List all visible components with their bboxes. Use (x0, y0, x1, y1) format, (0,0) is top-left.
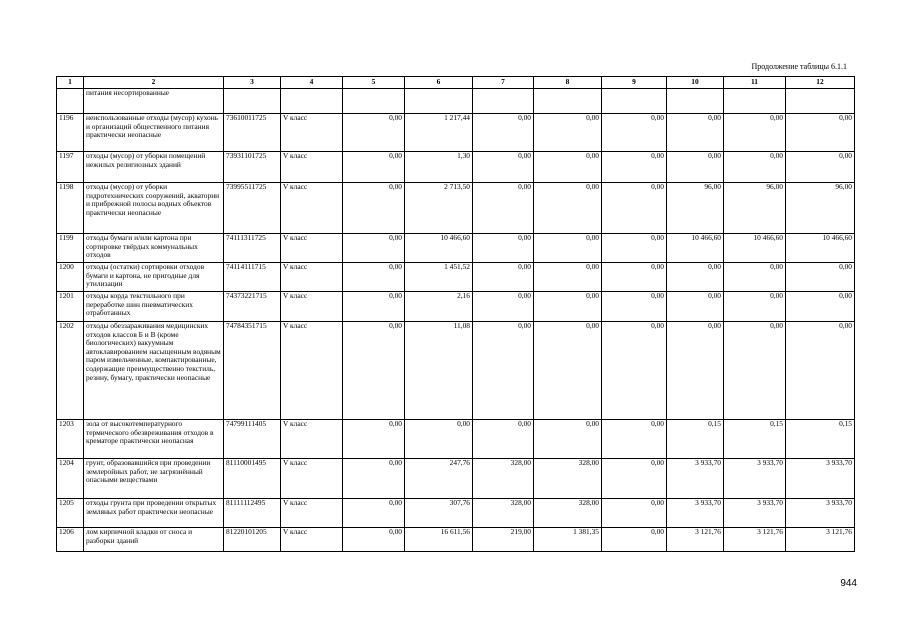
table-cell-col6: 307,76 (405, 499, 473, 528)
table-cell-col10: 0,00 (667, 292, 724, 322)
table-cell-col3: 74799111405 (224, 420, 281, 459)
table-cell-col6: 1,30 (405, 152, 473, 183)
table-cell-col9: 0,00 (602, 322, 667, 420)
table-cell-col2: неиспользованные отходы (мусор) кухонь и организаций общественного питания практически неопасные (84, 114, 224, 152)
table-cell-col4: V класс (281, 292, 343, 322)
table-cell-col11: 10 466,60 (724, 234, 786, 263)
table-cell-col6: 2,16 (405, 292, 473, 322)
table-cell-col2: зола от высокотемпературного термического обезвреживания отходов в крематоре практически неопасная (84, 420, 224, 459)
table-cell-col10: 3 121,76 (667, 528, 724, 552)
table-cell-col11: 0,15 (724, 420, 786, 459)
table-cell-col11: 3 121,76 (724, 528, 786, 552)
table-cell-col4: V класс (281, 322, 343, 420)
table-cell-col5: 0,00 (343, 459, 405, 499)
table-cell-col9: 0,00 (602, 152, 667, 183)
table-row (57, 322, 855, 420)
table-cell-col8: 0,00 (534, 114, 602, 152)
table-cell-col4: V класс (281, 499, 343, 528)
table-cell-col9: 0,00 (602, 459, 667, 499)
table-cell-col3: 73995511725 (224, 183, 281, 234)
table-cell-col12: 0,00 (786, 263, 855, 292)
table-cell-col2: отходы (остатки) сортировки отходов бумаги и картона, не пригодные для утилизации (84, 263, 224, 292)
table-cell-col2: отходы (мусор) от уборки гидротехнических сооружений, акватории и прибрежной полосы водных объектов практически неопасные (84, 183, 224, 234)
table-cell-col11: 0,00 (724, 292, 786, 322)
table-cell-col11: 96,00 (724, 183, 786, 234)
table-cell-col1: 1202 (57, 322, 84, 420)
column-header-5: 5 (343, 77, 405, 89)
table-cell-col3: 74114111715 (224, 263, 281, 292)
table-cell-col3: 74784351715 (224, 322, 281, 420)
table-cell-col1: 1205 (57, 499, 84, 528)
table-cell-col4: V класс (281, 234, 343, 263)
table-cell-col11 (724, 89, 786, 114)
table-cell-col7: 0,00 (473, 420, 534, 459)
table-cell-col8: 0,00 (534, 322, 602, 420)
table-cell-col7 (473, 89, 534, 114)
table-cell-col7: 0,00 (473, 322, 534, 420)
table-cell-col1: 1196 (57, 114, 84, 152)
column-header-9: 9 (602, 77, 667, 89)
table-cell-col9: 0,00 (602, 234, 667, 263)
table-cell-col3: 73610011725 (224, 114, 281, 152)
table-cell-col6: 2 713,50 (405, 183, 473, 234)
table-cell-col1: 1200 (57, 263, 84, 292)
table-cell-col8: 0,00 (534, 263, 602, 292)
table-cell-col12: 10 466,60 (786, 234, 855, 263)
table-cell-col12: 3 121,76 (786, 528, 855, 552)
table-cell-col12: 3 933,70 (786, 459, 855, 499)
table-cell-col10: 3 933,70 (667, 499, 724, 528)
table-cell-col8: 0,00 (534, 292, 602, 322)
table-row (57, 420, 855, 459)
table-cell-col9 (602, 89, 667, 114)
table-cell-col4: V класс (281, 420, 343, 459)
table-row (57, 89, 855, 114)
table-cell-col5: 0,00 (343, 263, 405, 292)
table-cell-col11: 0,00 (724, 322, 786, 420)
table-row (57, 292, 855, 322)
table-cell-col3: 74373221715 (224, 292, 281, 322)
column-header-1: 1 (57, 77, 84, 89)
table-cell-col1: 1206 (57, 528, 84, 552)
table-cell-col2: отходы грунта при проведении открытых земляных работ практически неопасные (84, 499, 224, 528)
table-cell-col4 (281, 89, 343, 114)
column-header-3: 3 (224, 77, 281, 89)
table-cell-col8: 0,00 (534, 152, 602, 183)
column-header-7: 7 (473, 77, 534, 89)
table-cell-col12: 0,00 (786, 292, 855, 322)
table-cell-col3: 81111112495 (224, 499, 281, 528)
table-cell-col10 (667, 89, 724, 114)
table-cell-col10: 0,00 (667, 114, 724, 152)
table-cell-col7: 0,00 (473, 152, 534, 183)
table-cell-col1 (57, 89, 84, 114)
table-cell-col2: отходы обеззараживания медицинских отходов классов Б и В (кроме биологических) вакуумным автоклавированием насыщенным водяным паром измельченные, компактированные, содержащие преимущественно текстиль, резину, бумагу, практически неопасные (84, 322, 224, 420)
table-cell-col11: 3 933,70 (724, 459, 786, 499)
table-cell-col4: V класс (281, 528, 343, 552)
table-cell-col10: 3 933,70 (667, 459, 724, 499)
table-cell-col6 (405, 89, 473, 114)
table-cell-col11: 0,00 (724, 152, 786, 183)
table-cell-col8: 328,00 (534, 499, 602, 528)
table-cell-col3: 81110001495 (224, 459, 281, 499)
table-cell-col3: 74111311725 (224, 234, 281, 263)
table-cell-col4: V класс (281, 263, 343, 292)
table-cell-col9: 0,00 (602, 292, 667, 322)
table-cell-col10: 0,00 (667, 322, 724, 420)
table-cell-col2: отходы бумаги и/или картона при сортировке твёрдых коммунальных отходов (84, 234, 224, 263)
column-header-8: 8 (534, 77, 602, 89)
table-cell-col7: 328,00 (473, 459, 534, 499)
table-cell-col1: 1201 (57, 292, 84, 322)
table-cell-col9: 0,00 (602, 499, 667, 528)
table-cell-col7: 0,00 (473, 292, 534, 322)
table-row (57, 183, 855, 234)
table-cell-col4: V класс (281, 152, 343, 183)
table-cell-col12: 0,00 (786, 322, 855, 420)
table-cell-col9: 0,00 (602, 263, 667, 292)
table-cell-col6: 1 217,44 (405, 114, 473, 152)
table-cell-col7: 0,00 (473, 183, 534, 234)
column-header-10: 10 (667, 77, 724, 89)
header-row (57, 77, 855, 89)
table-cell-col12: 0,00 (786, 152, 855, 183)
table-cell-col8: 0,00 (534, 420, 602, 459)
table-cell-col1: 1204 (57, 459, 84, 499)
table-cell-col1: 1199 (57, 234, 84, 263)
table-cell-col7: 219,00 (473, 528, 534, 552)
table-cell-col5: 0,00 (343, 420, 405, 459)
column-header-12: 12 (786, 77, 855, 89)
column-header-4: 4 (281, 77, 343, 89)
table-cell-col7: 0,00 (473, 263, 534, 292)
table-row (57, 152, 855, 183)
table-cell-col8: 0,00 (534, 234, 602, 263)
page-number: 944 (840, 578, 857, 589)
table-cell-col11: 0,00 (724, 263, 786, 292)
table-cell-col5: 0,00 (343, 234, 405, 263)
table-cell-col2: грунт, образовавшийся при проведении землеройных работ, не загрязнённый опасными веществами (84, 459, 224, 499)
table-cell-col1: 1203 (57, 420, 84, 459)
table-header (57, 77, 855, 89)
table-cell-col4: V класс (281, 183, 343, 234)
table-cell-col6: 10 466,60 (405, 234, 473, 263)
table-cell-col5 (343, 89, 405, 114)
table-caption: Продолжение таблицы 6.1.1 (751, 62, 847, 71)
table-cell-col1: 1197 (57, 152, 84, 183)
table-cell-col3: 73931101725 (224, 152, 281, 183)
table-cell-col2: отходы корда текстильного при переработке шин пневматических отработанных (84, 292, 224, 322)
table-cell-col8: 0,00 (534, 183, 602, 234)
table-cell-col8 (534, 89, 602, 114)
table-cell-col6: 11,08 (405, 322, 473, 420)
table-cell-col5: 0,00 (343, 114, 405, 152)
table-cell-col12: 0,15 (786, 420, 855, 459)
table-cell-col7: 328,00 (473, 499, 534, 528)
table-cell-col12: 3 933,70 (786, 499, 855, 528)
table-cell-col2: отходы (мусор) от уборки помещений нежилых религиозных зданий (84, 152, 224, 183)
table-row (57, 528, 855, 552)
table-cell-col5: 0,00 (343, 292, 405, 322)
table-cell-col5: 0,00 (343, 152, 405, 183)
table-cell-col10: 10 466,60 (667, 234, 724, 263)
table-cell-col5: 0,00 (343, 183, 405, 234)
table-cell-col10: 0,15 (667, 420, 724, 459)
table-cell-col9: 0,00 (602, 528, 667, 552)
table-cell-col4: V класс (281, 114, 343, 152)
table-cell-col8: 1 381,35 (534, 528, 602, 552)
table-cell-col5: 0,00 (343, 499, 405, 528)
table-cell-col2: лом кирпичной кладки от сноса и разборки зданий (84, 528, 224, 552)
table-cell-col11: 3 933,70 (724, 499, 786, 528)
table-cell-col6: 247,76 (405, 459, 473, 499)
column-header-6: 6 (405, 77, 473, 89)
table-cell-col5: 0,00 (343, 322, 405, 420)
table-cell-col3: 81220101205 (224, 528, 281, 552)
table-cell-col10: 0,00 (667, 263, 724, 292)
table-cell-col9: 0,00 (602, 420, 667, 459)
table-cell-col11: 0,00 (724, 114, 786, 152)
table-cell-col4: V класс (281, 459, 343, 499)
table-cell-col6: 0,00 (405, 420, 473, 459)
table-cell-col8: 328,00 (534, 459, 602, 499)
table-cell-col12: 96,00 (786, 183, 855, 234)
table-cell-col9: 0,00 (602, 114, 667, 152)
table-cell-col7: 0,00 (473, 114, 534, 152)
table-cell-col7: 0,00 (473, 234, 534, 263)
table-cell-col5: 0,00 (343, 528, 405, 552)
table-body (57, 89, 855, 552)
table-cell-col12: 0,00 (786, 114, 855, 152)
column-header-11: 11 (724, 77, 786, 89)
table-cell-col10: 0,00 (667, 152, 724, 183)
table-row (57, 234, 855, 263)
table-row (57, 263, 855, 292)
table-cell-col3 (224, 89, 281, 114)
table-row (57, 499, 855, 528)
table-row (57, 459, 855, 499)
table-row (57, 114, 855, 152)
table-cell-col9: 0,00 (602, 183, 667, 234)
waste-table (56, 76, 855, 552)
table-cell-col1: 1198 (57, 183, 84, 234)
table-cell-col10: 96,00 (667, 183, 724, 234)
column-header-2: 2 (84, 77, 224, 89)
table-cell-col6: 1 451,52 (405, 263, 473, 292)
table-cell-col2: питания несортированные (84, 89, 224, 114)
table-cell-col6: 16 611,56 (405, 528, 473, 552)
table-cell-col12 (786, 89, 855, 114)
